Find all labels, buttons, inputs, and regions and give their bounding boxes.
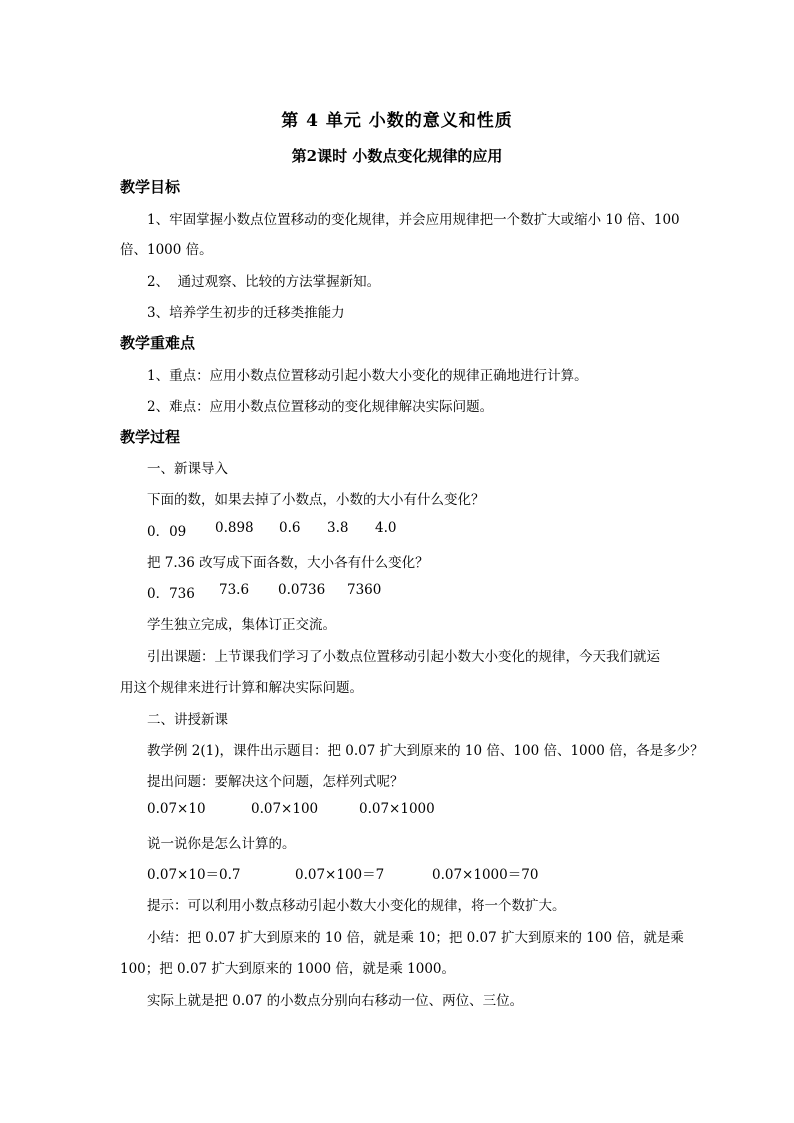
result-item: 0.07×10＝0.7 — [147, 867, 241, 883]
key-point-2: 2、难点：应用小数点位置移动的变化规律解决实际问题。 — [147, 399, 494, 415]
conclusion-text: 实际上就是把 0.07 的小数点分别向右移动一位、两位、三位。 — [147, 993, 524, 1009]
process-heading: 教学过程 — [120, 428, 181, 446]
goal-item-2: 2、 通过观察、比较的方法掌握新知。 — [147, 274, 381, 290]
result-item: 0.07×1000＝70 — [432, 867, 539, 883]
number-item: 0.898 — [215, 520, 254, 536]
goal-item-3: 3、培养学生初步的迁移类推能力 — [147, 305, 345, 321]
goal-item-1: 1、牢固掌握小数点位置移动的变化规律，并会应用规律把一个数扩大或缩小 10 倍、100 — [147, 212, 680, 228]
key-points-heading: 教学重难点 — [120, 334, 196, 352]
number-item: 73.6 — [219, 582, 250, 598]
question-text: 提出问题：要解决这个问题，怎样列式呢？ — [147, 774, 404, 790]
number-item: 0．736 — [147, 586, 195, 602]
student-work: 学生独立完成，集体订正交流。 — [147, 617, 336, 633]
expression-item: 0.07×10 — [147, 801, 206, 817]
number-item: 0.0736 — [278, 582, 326, 598]
lesson-title: 第2课时 小数点变化规律的应用 — [291, 147, 503, 165]
hint-text: 提示：可以利用小数点移动引起小数大小变化的规律，将一个数扩大。 — [147, 898, 566, 914]
key-point-1: 1、重点：应用小数点位置移动引起小数大小变化的规律正确地进行计算。 — [147, 368, 588, 384]
question-2: 把 7.36 改写成下面各数，大小各有什么变化？ — [147, 555, 429, 571]
expression-item: 0.07×1000 — [359, 801, 435, 817]
example-text: 教学例 2(1)，课件出示题目：把 0.07 扩大到原来的 10 倍、100 倍、1000 倍，各是多少？ — [147, 743, 704, 759]
number-item: 3.8 — [327, 520, 349, 536]
part1-title: 一、新课导入 — [147, 461, 228, 477]
question-1: 下面的数，如果去掉了小数点，小数的大小有什么变化？ — [147, 492, 485, 508]
intro-line-1: 引出课题：上节课我们学习了小数点位置移动引起小数大小变化的规律，今天我们就运 — [147, 649, 660, 665]
summary-line-2: 100；把 0.07 扩大到原来的 1000 倍，就是乘 1000。 — [120, 961, 455, 977]
part2-title: 二、讲授新课 — [147, 712, 228, 728]
number-item: 4.0 — [375, 520, 397, 536]
summary-line-1: 小结：把 0.07 扩大到原来的 10 倍，就是乘 10；把 0.07 扩大到原来的 100 倍，就是乘 — [147, 930, 684, 946]
intro-line-2: 用这个规律来进行计算和解决实际问题。 — [120, 680, 363, 696]
explain-text: 说一说你是怎么计算的。 — [147, 836, 296, 852]
goal-item-1-cont: 倍、1000 倍。 — [120, 242, 213, 258]
number-item: 7360 — [347, 582, 382, 598]
number-item: 0．09 — [147, 524, 187, 540]
unit-title: 第 4 单元 小数的意义和性质 — [281, 111, 513, 131]
number-item: 0.6 — [279, 520, 301, 536]
result-item: 0.07×100＝7 — [295, 867, 385, 883]
goals-heading: 教学目标 — [120, 178, 181, 196]
expression-item: 0.07×100 — [251, 801, 319, 817]
